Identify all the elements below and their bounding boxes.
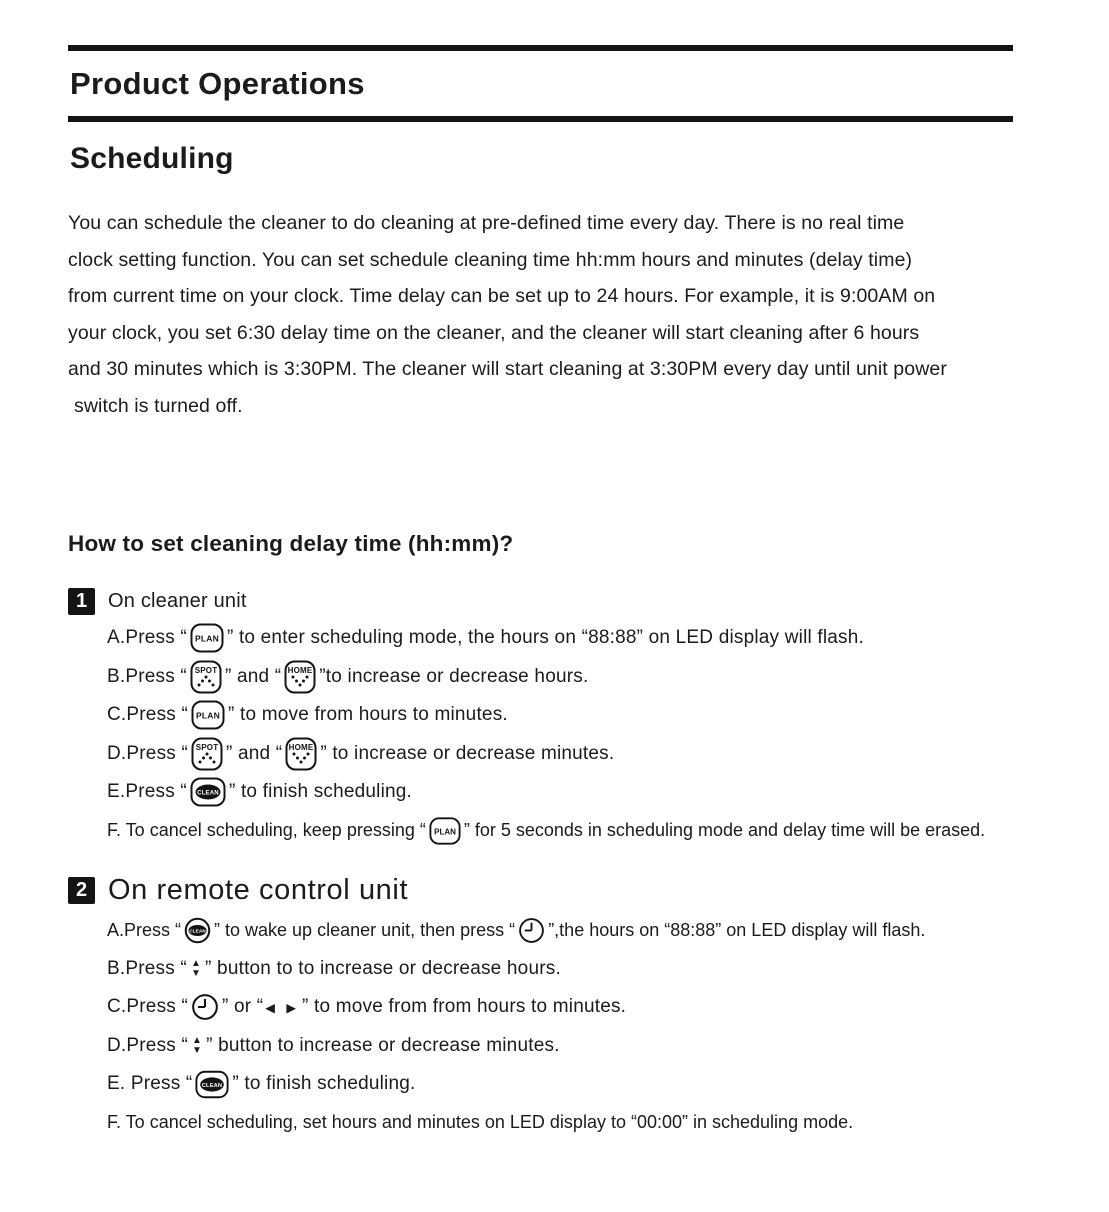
step-text: ” for 5 seconds in scheduling mode and delay time will be erased. <box>463 820 986 841</box>
plan-button-label: PLAN <box>433 827 456 837</box>
clean-button-label: CLEAN <box>197 790 219 797</box>
step-text: C.Press “ <box>107 996 188 1018</box>
clean-button-icon <box>195 1070 229 1099</box>
section-1-steps <box>107 619 1109 850</box>
step-text: ” and “ <box>225 742 283 764</box>
plan-button-label: PLAN <box>196 710 220 721</box>
step-text: ” to finish scheduling. <box>232 1073 416 1095</box>
down-arrow-icon: ▼ <box>191 1044 203 1056</box>
section-2-header <box>68 874 1109 907</box>
step-text: ” or “ <box>221 996 264 1018</box>
home-button-icon <box>284 660 316 694</box>
down-arrow-icon: ▼ <box>190 967 202 979</box>
step-text: E. Press “ <box>107 1073 193 1095</box>
step-text: ”to increase or decrease hours. <box>319 665 589 687</box>
spot-button-icon <box>190 660 222 694</box>
step-1d <box>107 735 1109 774</box>
dotted-chevron-down <box>292 675 309 686</box>
section-1-title: On cleaner unit <box>108 590 247 612</box>
home-button-label: HOME <box>288 742 314 752</box>
step-1a <box>107 619 1109 658</box>
clock-button-icon <box>191 993 219 1021</box>
intro-line: clock setting function. You can set schedule cleaning time hh:mm hours and minutes (delay time) <box>68 248 913 271</box>
step-text: ” to wake up cleaner unit, then press “ <box>214 919 516 940</box>
step-text: A.Press “ <box>107 627 187 649</box>
plan-button-label: PLAN <box>194 633 219 644</box>
step-text: ”,the hours on “88:88” on LED display will flash. <box>548 919 926 940</box>
step-text: ” button to to increase or decrease hours. <box>205 957 561 979</box>
step-text: B.Press “ <box>107 957 187 979</box>
step-text: D.Press “ <box>107 742 188 764</box>
intro-line: your clock, you set 6:30 delay time on the cleaner, and the cleaner will start cleaning after 6 hours <box>68 321 920 344</box>
step-text: B.Press “ <box>107 665 187 687</box>
section-2-title: On remote control unit <box>108 874 409 906</box>
intro-line: You can schedule the cleaner to do cleaning at pre-defined time every day. There is no real time <box>68 212 905 234</box>
spot-button-icon <box>191 737 223 771</box>
left-right-arrows-icon: ◀ ▶ <box>265 1000 300 1015</box>
up-down-arrows-icon <box>192 1036 202 1055</box>
intro-line: switch is turned off. <box>74 394 243 417</box>
clean-button-icon <box>190 777 226 807</box>
section-2-steps <box>107 911 1109 1142</box>
step-2d <box>107 1027 1109 1066</box>
step-2e <box>107 1065 1109 1104</box>
step-2c <box>107 988 1109 1027</box>
step-2b <box>107 950 1109 989</box>
intro-line: from current time on your clock. Time delay can be set up to 24 hours. For example, it is 9:00AM on <box>68 285 936 307</box>
clock-button-icon <box>518 917 545 944</box>
step-1f <box>107 812 1109 851</box>
spot-button-label: SPOT <box>195 742 219 752</box>
section-1-header <box>68 588 1109 615</box>
spot-button-label: SPOT <box>194 665 218 675</box>
intro-paragraph <box>68 205 1109 424</box>
dotted-chevron-up <box>198 752 215 763</box>
up-down-arrows-icon <box>191 959 201 978</box>
step-2a <box>107 911 1109 950</box>
step-text: C.Press “ <box>107 704 188 726</box>
home-button-label: HOME <box>287 665 313 675</box>
step-text: A.Press “ <box>107 919 182 940</box>
step-text: ” to move from hours to minutes. <box>227 704 508 726</box>
step-text: D.Press “ <box>107 1034 188 1056</box>
clean-button-label: CLEAN <box>189 929 206 935</box>
clean-button-icon <box>184 917 211 944</box>
up-arrow-icon: ▲ <box>190 958 202 970</box>
page-title: Product Operations <box>70 66 365 101</box>
step-1b <box>107 658 1109 697</box>
step-1c <box>107 696 1109 735</box>
step-number-badge: 1 <box>68 588 95 615</box>
plan-button-icon <box>191 700 225 730</box>
home-button-icon <box>285 737 317 771</box>
step-text: E.Press “ <box>107 781 187 803</box>
clean-button-label: CLEAN <box>202 1082 223 1089</box>
step-text: ” and “ <box>224 665 282 687</box>
section-title: Scheduling <box>70 142 234 175</box>
plan-button-icon <box>190 623 224 653</box>
step-1e <box>107 773 1109 812</box>
step-text: F. To cancel scheduling, keep pressing “ <box>107 820 426 841</box>
step-text: F. To cancel scheduling, set hours and minutes on LED display to “00:00” in scheduling mode. <box>107 1112 854 1133</box>
intro-line: and 30 minutes which is 3:30PM. The cleaner will start cleaning at 3:30PM every day until unit power <box>68 358 947 380</box>
step-number-badge: 2 <box>68 877 95 904</box>
how-to-heading: How to set cleaning delay time (hh:mm)? <box>68 531 514 556</box>
step-text: ” to increase or decrease minutes. <box>320 742 615 764</box>
dotted-chevron-up <box>197 675 214 686</box>
dotted-chevron-down <box>293 752 310 763</box>
step-text: ” to move from from hours to minutes. <box>302 996 627 1018</box>
step-text: ” to enter scheduling mode, the hours on “88:88” on LED display will flash. <box>226 627 865 649</box>
step-text: ” to finish scheduling. <box>228 781 413 803</box>
plan-button-icon <box>429 816 461 846</box>
title-divider <box>68 116 1013 122</box>
step-text: ” button to increase or decrease minutes. <box>206 1034 560 1056</box>
top-divider <box>68 45 1013 51</box>
up-arrow-icon: ▲ <box>191 1035 203 1047</box>
step-2f <box>107 1104 1109 1143</box>
